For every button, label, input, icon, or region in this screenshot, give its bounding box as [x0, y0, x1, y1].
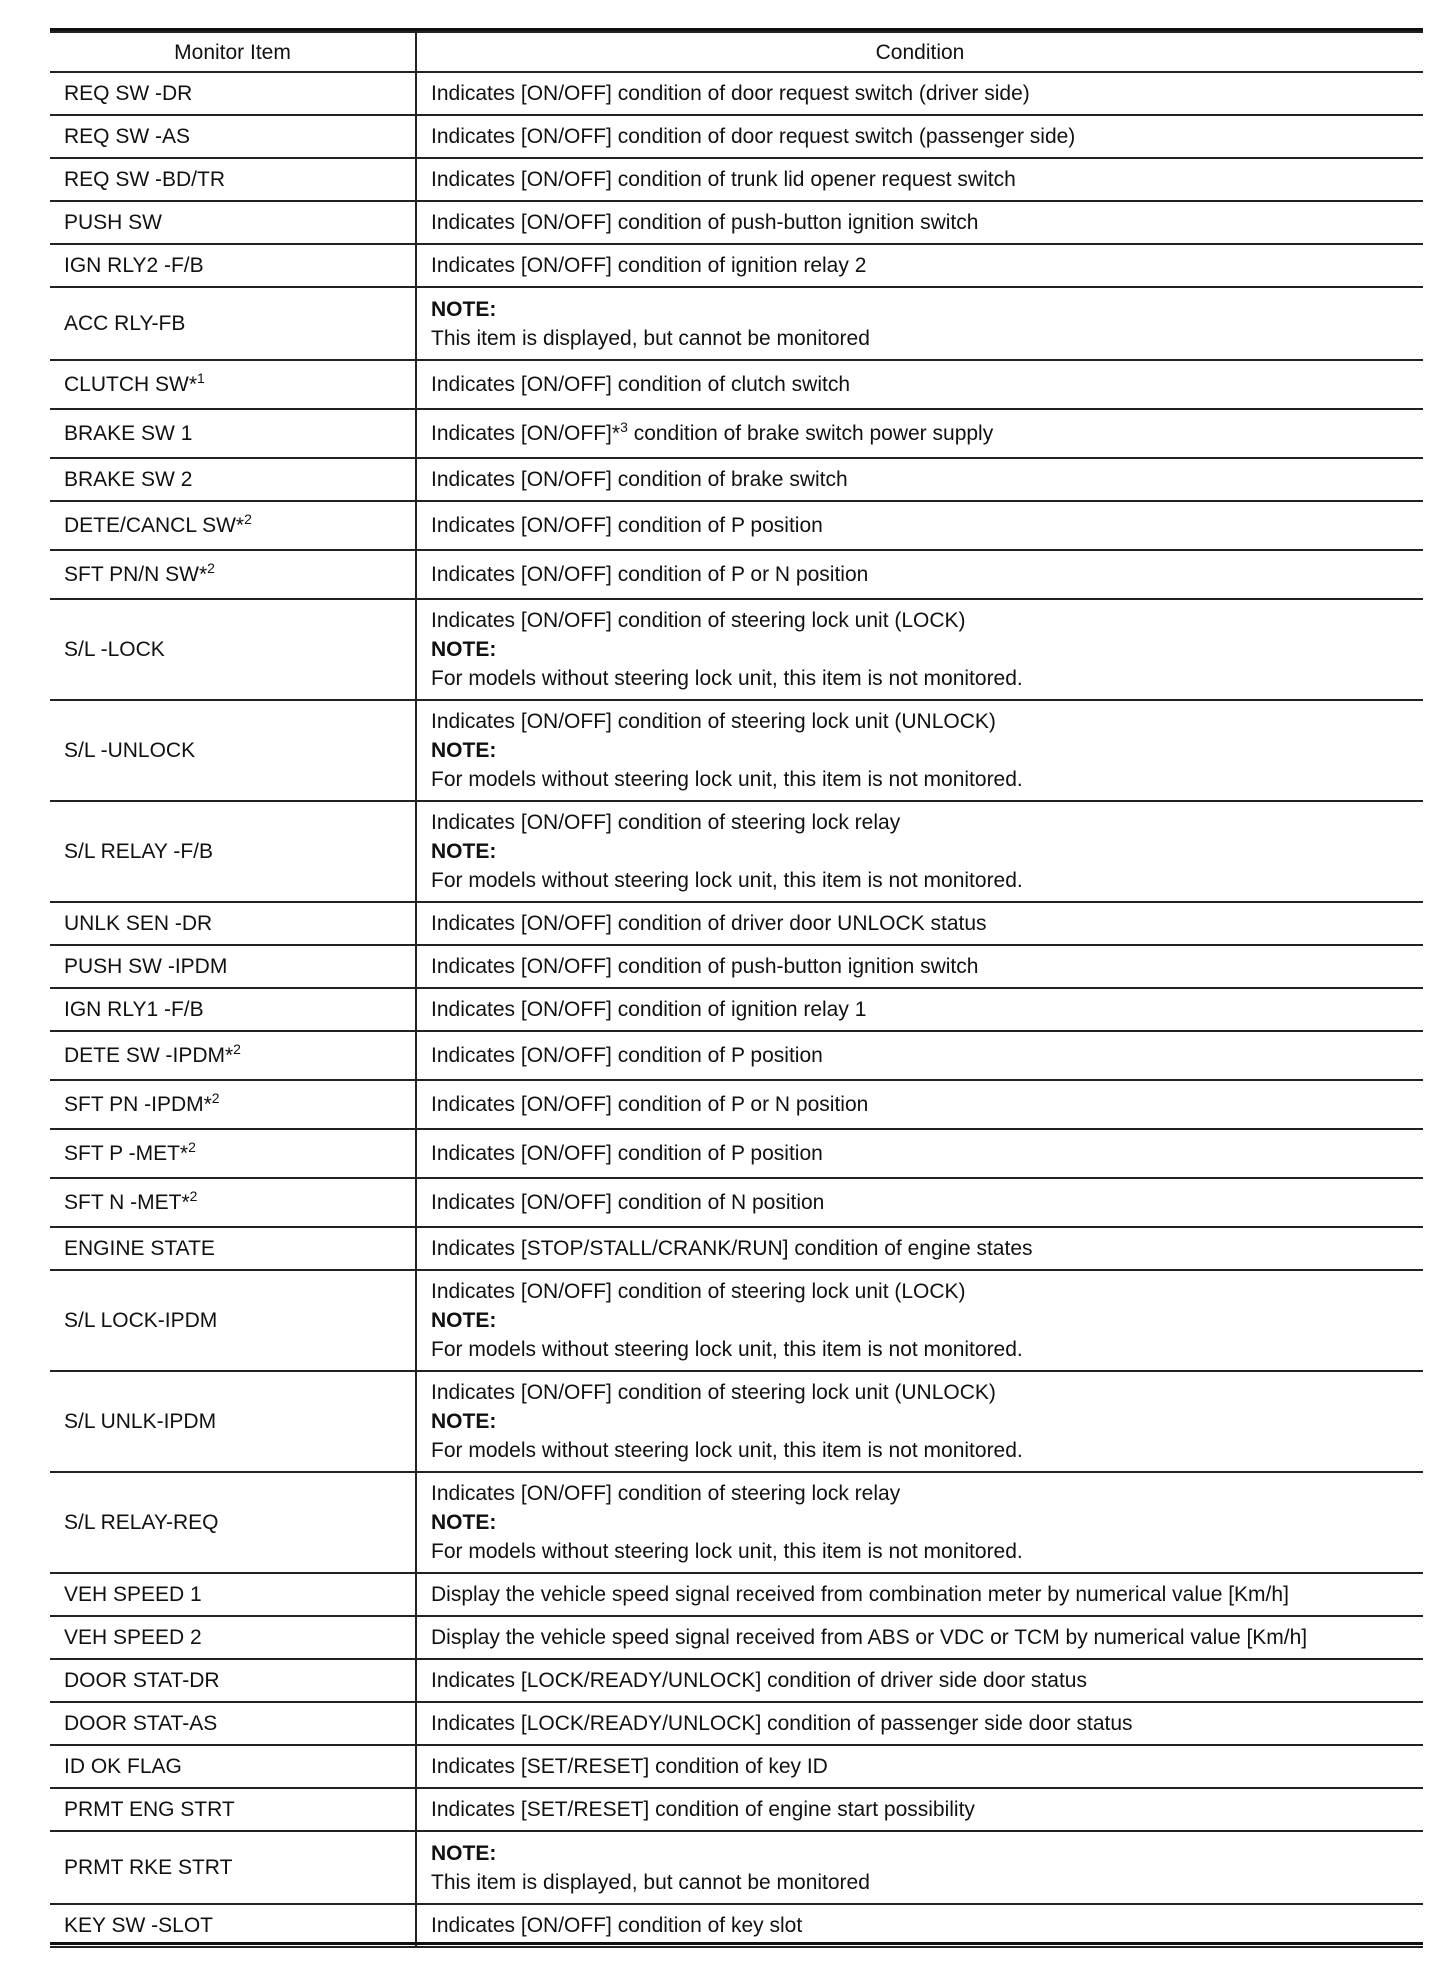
- condition-line-text: Indicates [ON/OFF] condition of ignition relay 2: [431, 254, 867, 277]
- table-row: [50, 201, 1423, 244]
- monitor-item-cell: [50, 287, 416, 360]
- monitor-item-cell: [50, 550, 416, 599]
- table-row: [50, 501, 1423, 550]
- condition-text: [431, 208, 1409, 237]
- condition-line-text: Indicates [ON/OFF] condition of steering lock unit (LOCK): [431, 609, 966, 632]
- condition-text: [431, 866, 1409, 895]
- footnote-marker: 1: [197, 370, 205, 386]
- monitor-item-name: UNLK SEN -DR: [64, 912, 213, 935]
- condition-line-text: Indicates [ON/OFF] condition of P or N position: [431, 1093, 869, 1116]
- monitor-item-name: PUSH SW: [64, 211, 163, 234]
- table-row: [50, 1904, 1423, 1947]
- table-row: [50, 409, 1423, 458]
- condition-cell: [416, 287, 1423, 360]
- monitor-item-name: PRMT RKE STRT: [64, 1856, 233, 1879]
- monitor-item-name: DOOR STAT-DR: [64, 1669, 220, 1692]
- table-row: [50, 1472, 1423, 1573]
- condition-text: [431, 909, 1409, 938]
- header-monitor-item: Monitor Item: [50, 32, 416, 72]
- condition-line-text: Indicates [STOP/STALL/CRANK/RUN] condition of engine states: [431, 1237, 1033, 1260]
- condition-text: [431, 1623, 1409, 1652]
- condition-cell: [416, 1573, 1423, 1616]
- condition-line-text: NOTE:: [431, 1511, 497, 1534]
- condition-cell: [416, 550, 1423, 599]
- table-row: [50, 1616, 1423, 1659]
- condition-cell: [416, 945, 1423, 988]
- condition-line-text: Indicates [ON/OFF] condition of door request switch (driver side): [431, 82, 1030, 105]
- condition-cell: [416, 72, 1423, 115]
- condition-line-text: Indicates [ON/OFF] condition of push-button ignition switch: [431, 955, 979, 978]
- condition-line-text: For models without steering lock unit, this item is not monitored.: [431, 1439, 1023, 1462]
- monitor-item-name: S/L -LOCK: [64, 638, 165, 661]
- table-row: [50, 902, 1423, 945]
- note-label: [431, 295, 1409, 324]
- footnote-marker: 2: [211, 1090, 220, 1106]
- condition-text: [431, 808, 1409, 837]
- condition-cell: [416, 1788, 1423, 1831]
- monitor-item-cell: [50, 1031, 416, 1080]
- monitor-item-cell: [50, 902, 416, 945]
- table-row: [50, 1745, 1423, 1788]
- monitor-item-cell: [50, 1227, 416, 1270]
- monitor-item-cell: [50, 1659, 416, 1702]
- monitor-item-name: S/L -UNLOCK: [64, 739, 196, 762]
- condition-line-text: NOTE:: [431, 1309, 497, 1332]
- condition-line-text: NOTE:: [431, 1841, 497, 1865]
- footnote-marker: 3: [620, 419, 628, 435]
- condition-text: [431, 370, 1409, 399]
- table-row: [50, 1371, 1423, 1472]
- condition-line-text: Indicates [ON/OFF] condition of steering lock unit (UNLOCK): [431, 710, 996, 733]
- condition-text: [431, 1436, 1409, 1465]
- monitor-item-cell: [50, 1616, 416, 1659]
- condition-line-text: NOTE:: [431, 1410, 497, 1433]
- condition-line-text: Indicates [SET/RESET] condition of key ID: [431, 1755, 828, 1778]
- table-row: [50, 115, 1423, 158]
- condition-text: [431, 1537, 1409, 1566]
- condition-line-text: Indicates [ON/OFF] condition of steering lock unit (UNLOCK): [431, 1381, 996, 1404]
- condition-text: [431, 995, 1409, 1024]
- condition-text: [431, 1335, 1409, 1364]
- monitor-item-cell: [50, 458, 416, 501]
- condition-text: [431, 1795, 1409, 1824]
- condition-line-text: Indicates [LOCK/READY/UNLOCK] condition of passenger side door status: [431, 1712, 1133, 1735]
- monitor-item-name: ID OK FLAG: [64, 1755, 182, 1778]
- condition-text: [431, 1378, 1409, 1407]
- monitor-item-name: REQ SW -BD/TR: [64, 168, 225, 191]
- monitor-item-name: S/L RELAY -F/B: [64, 840, 213, 863]
- monitor-item-cell: [50, 409, 416, 458]
- condition-text: [431, 1041, 1409, 1070]
- table-row: [50, 1227, 1423, 1270]
- monitor-item-name: S/L UNLK-IPDM: [64, 1410, 217, 1433]
- condition-cell: [416, 1270, 1423, 1371]
- monitor-item-name: ENGINE STATE: [64, 1237, 215, 1260]
- condition-line-text: Display the vehicle speed signal received from combination meter by numerical value [Km/h]: [431, 1583, 1289, 1606]
- monitor-item-name: REQ SW -DR: [64, 82, 193, 105]
- condition-text: [431, 1139, 1409, 1168]
- condition-cell: [416, 360, 1423, 409]
- monitor-item-name: SFT N -MET*: [64, 1191, 190, 1214]
- table-row: [50, 1573, 1423, 1616]
- table-row: [50, 801, 1423, 902]
- condition-line-text: For models without steering lock unit, this item is not monitored.: [431, 768, 1023, 791]
- condition-line-text: Display the vehicle speed signal received from ABS or VDC or TCM by numerical value [Km/h]: [431, 1626, 1308, 1649]
- table-row: [50, 1831, 1423, 1904]
- table-row: [50, 599, 1423, 700]
- monitor-item-name: KEY SW -SLOT: [64, 1914, 213, 1937]
- condition-cell: [416, 1831, 1423, 1904]
- condition-text: [431, 1090, 1409, 1119]
- condition-text: [431, 952, 1409, 981]
- table-row: [50, 945, 1423, 988]
- monitor-item-cell: [50, 158, 416, 201]
- monitor-item-cell: [50, 115, 416, 158]
- monitor-item-cell: [50, 1745, 416, 1788]
- monitor-item-cell: [50, 945, 416, 988]
- condition-text: [431, 1234, 1409, 1263]
- note-label: [431, 1306, 1409, 1335]
- monitor-item-name: DETE/CANCL SW*: [64, 514, 245, 537]
- header-condition: Condition: [416, 32, 1423, 72]
- condition-cell: [416, 1371, 1423, 1472]
- condition-line-text: NOTE:: [431, 638, 497, 661]
- condition-text: [431, 251, 1409, 280]
- condition-text: [431, 1666, 1409, 1695]
- condition-cell: [416, 201, 1423, 244]
- monitor-item-name: PUSH SW -IPDM: [64, 955, 228, 978]
- condition-cell: [416, 700, 1423, 801]
- condition-line-text: For models without steering lock unit, this item is not monitored.: [431, 1338, 1023, 1361]
- condition-text: [431, 765, 1409, 794]
- monitor-item-name: CLUTCH SW*: [64, 373, 198, 396]
- condition-cell: [416, 1178, 1423, 1227]
- condition-cell: [416, 988, 1423, 1031]
- condition-cell: [416, 1472, 1423, 1573]
- condition-text: [431, 1277, 1409, 1306]
- table-row: [50, 1702, 1423, 1745]
- monitor-item-cell: [50, 1080, 416, 1129]
- condition-line-text: Indicates [ON/OFF] condition of clutch switch: [431, 373, 850, 396]
- table-header-row: [50, 32, 1423, 72]
- monitor-item-name: DOOR STAT-AS: [64, 1712, 218, 1735]
- condition-line-text: Indicates [ON/OFF] condition of brake switch: [431, 468, 848, 491]
- condition-cell: [416, 599, 1423, 700]
- monitor-item-name: SFT P -MET*: [64, 1142, 189, 1165]
- condition-line-text: Indicates [ON/OFF] condition of steering lock relay: [431, 811, 901, 834]
- footnote-marker: 2: [244, 511, 252, 527]
- table-row: [50, 244, 1423, 287]
- table-row: [50, 1080, 1423, 1129]
- condition-line-text: For models without steering lock unit, this item is not monitored.: [431, 667, 1023, 690]
- monitor-item-name: VEH SPEED 2: [64, 1626, 202, 1649]
- table-row: [50, 1788, 1423, 1831]
- condition-line-text: Indicates [ON/OFF] condition of steering lock unit (LOCK): [431, 1280, 966, 1303]
- footnote-marker: 2: [188, 1139, 196, 1155]
- condition-cell: [416, 1659, 1423, 1702]
- table-row: [50, 72, 1423, 115]
- condition-cell: [416, 1227, 1423, 1270]
- condition-cell: [416, 1031, 1423, 1080]
- condition-line-text: Indicates [ON/OFF] condition of P position: [431, 1142, 823, 1165]
- condition-line-text: For models without steering lock unit, this item is not monitored.: [431, 1540, 1023, 1563]
- monitor-item-cell: [50, 1702, 416, 1745]
- monitor-item-cell: [50, 1371, 416, 1472]
- condition-text: [431, 1752, 1409, 1781]
- table-row: [50, 1178, 1423, 1227]
- monitor-item-name: IGN RLY1 -F/B: [64, 998, 204, 1021]
- condition-line-continuation: condition of brake switch power supply: [627, 422, 994, 445]
- condition-line-text: NOTE:: [431, 840, 497, 863]
- monitor-item-cell: [50, 501, 416, 550]
- condition-line-text: Indicates [ON/OFF] condition of steering lock relay: [431, 1482, 901, 1505]
- condition-text: [431, 707, 1409, 736]
- monitor-item-cell: [50, 1788, 416, 1831]
- condition-cell: [416, 1745, 1423, 1788]
- note-label: [431, 736, 1409, 765]
- monitor-item-cell: [50, 201, 416, 244]
- monitor-item-cell: [50, 801, 416, 902]
- condition-text: [431, 165, 1409, 194]
- monitor-item-cell: [50, 1472, 416, 1573]
- condition-line-text: For models without steering lock unit, this item is not monitored.: [431, 869, 1023, 892]
- table-row: [50, 1270, 1423, 1371]
- condition-line-text: This item is displayed, but cannot be monitored: [431, 1870, 870, 1894]
- condition-cell: [416, 158, 1423, 201]
- monitor-item-cell: [50, 988, 416, 1031]
- monitor-item-name: ACC RLY-FB: [64, 312, 186, 335]
- table-row: [50, 550, 1423, 599]
- table-row: [50, 1659, 1423, 1702]
- condition-line-text: Indicates [ON/OFF] condition of driver door UNLOCK status: [431, 912, 987, 935]
- note-label: [431, 635, 1409, 664]
- condition-line-text: Indicates [ON/OFF] condition of N position: [431, 1191, 825, 1214]
- condition-text: [431, 465, 1409, 494]
- condition-line-text: Indicates [ON/OFF] condition of push-button ignition switch: [431, 211, 979, 234]
- monitor-item-name: BRAKE SW 1: [64, 422, 193, 445]
- condition-text: [431, 1580, 1409, 1609]
- condition-cell: [416, 1702, 1423, 1745]
- condition-line-text: Indicates [ON/OFF] condition of door request switch (passenger side): [431, 125, 1076, 148]
- note-label: [431, 1839, 1409, 1868]
- condition-line-text: Indicates [ON/OFF] condition of P position: [431, 514, 823, 537]
- condition-cell: [416, 1616, 1423, 1659]
- condition-text: [431, 1709, 1409, 1738]
- condition-line-text: Indicates [ON/OFF] condition of trunk lid opener request switch: [431, 168, 1016, 191]
- monitor-item-cell: [50, 1270, 416, 1371]
- table-body: [50, 72, 1423, 1947]
- condition-cell: [416, 1080, 1423, 1129]
- table-row: [50, 988, 1423, 1031]
- monitor-item-table: [50, 31, 1423, 1948]
- condition-cell: [416, 501, 1423, 550]
- condition-line-text: Indicates [ON/OFF] condition of P position: [431, 1044, 823, 1067]
- condition-line-text: NOTE:: [431, 739, 497, 762]
- monitor-item-cell: [50, 72, 416, 115]
- condition-text: [431, 560, 1409, 589]
- condition-text: [431, 324, 1409, 353]
- monitor-item-name: S/L LOCK-IPDM: [64, 1309, 218, 1332]
- monitor-item-cell: [50, 1573, 416, 1616]
- condition-cell: [416, 902, 1423, 945]
- table-row: [50, 1129, 1423, 1178]
- monitor-item-cell: [50, 1904, 416, 1947]
- monitor-item-cell: [50, 360, 416, 409]
- table-row: [50, 1031, 1423, 1080]
- note-label: [431, 1508, 1409, 1537]
- monitor-item-cell: [50, 1129, 416, 1178]
- table-row: [50, 360, 1423, 409]
- condition-text: [431, 122, 1409, 151]
- note-label: [431, 1407, 1409, 1436]
- monitor-item-cell: [50, 1831, 416, 1904]
- table-row: [50, 287, 1423, 360]
- condition-text: [431, 664, 1409, 693]
- condition-cell: [416, 115, 1423, 158]
- monitor-item-name: REQ SW -AS: [64, 125, 191, 148]
- condition-text: [431, 606, 1409, 635]
- condition-text: [431, 511, 1409, 540]
- condition-text: [431, 419, 1409, 448]
- condition-text: [431, 1188, 1409, 1217]
- condition-line-text: NOTE:: [431, 297, 497, 321]
- condition-text: [431, 1911, 1409, 1940]
- footnote-marker: 2: [233, 1041, 241, 1057]
- monitor-item-name: PRMT ENG STRT: [64, 1798, 235, 1821]
- bottom-rule: [50, 1942, 1423, 1945]
- table-row: [50, 700, 1423, 801]
- condition-cell: [416, 409, 1423, 458]
- monitor-item-cell: [50, 599, 416, 700]
- monitor-item-name: VEH SPEED 1: [64, 1583, 202, 1606]
- condition-line-text: Indicates [ON/OFF]*: [431, 422, 621, 445]
- monitor-item-cell: [50, 1178, 416, 1227]
- condition-line-text: Indicates [LOCK/READY/UNLOCK] condition of driver side door status: [431, 1669, 1087, 1692]
- condition-cell: [416, 458, 1423, 501]
- condition-text: [431, 79, 1409, 108]
- monitor-item-name: IGN RLY2 -F/B: [64, 254, 204, 277]
- condition-text: [431, 1868, 1409, 1897]
- condition-line-text: Indicates [ON/OFF] condition of P or N position: [431, 563, 869, 586]
- monitor-item-cell: [50, 244, 416, 287]
- table-row: [50, 458, 1423, 501]
- condition-text: [431, 1479, 1409, 1508]
- condition-line-text: Indicates [ON/OFF] condition of ignition relay 1: [431, 998, 867, 1021]
- monitor-item-name: S/L RELAY-REQ: [64, 1511, 219, 1534]
- condition-cell: [416, 1129, 1423, 1178]
- condition-cell: [416, 244, 1423, 287]
- note-label: [431, 837, 1409, 866]
- condition-line-text: This item is displayed, but cannot be monitored: [431, 326, 870, 350]
- condition-line-text: Indicates [ON/OFF] condition of key slot: [431, 1914, 803, 1937]
- monitor-item-name: SFT PN/N SW*: [64, 563, 208, 586]
- monitor-item-name: SFT PN -IPDM*: [64, 1093, 212, 1116]
- footnote-marker: 2: [207, 560, 215, 576]
- condition-line-text: Indicates [SET/RESET] condition of engine start possibility: [431, 1798, 975, 1821]
- monitor-item-cell: [50, 700, 416, 801]
- condition-cell: [416, 1904, 1423, 1947]
- footnote-marker: 2: [189, 1188, 198, 1204]
- condition-cell: [416, 801, 1423, 902]
- monitor-item-name: BRAKE SW 2: [64, 468, 193, 491]
- monitor-item-name: DETE SW -IPDM*: [64, 1044, 234, 1067]
- table-row: [50, 158, 1423, 201]
